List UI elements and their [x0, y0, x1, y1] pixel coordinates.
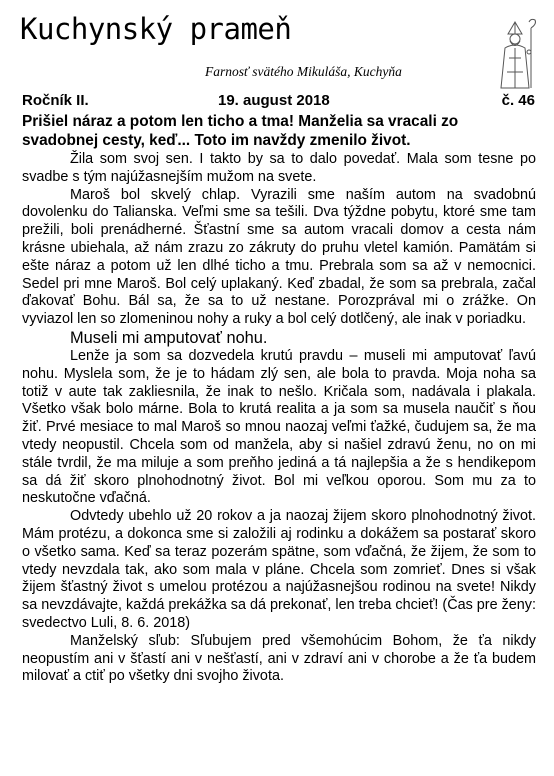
- issue-volume: Ročník II.: [22, 92, 89, 109]
- article-paragraph: Odvtedy ubehlo už 20 rokov a ja naozaj žijem skoro plnohodnotný život. Mám protézu, a dokonca sme si založili aj rodinku a dokážem sa postarať skoro o všetko sama. Keď sa teraz pozerám spätne, som vďačná, že žijem, že som to vtedy nevzdala tak, ako som mala v pláne. Chcela som zomrieť. Dnes si však žijem šťastný život s umelou protézou a najúžasnejšou rodinou na svete! Nikdy sa nevzdávajte, každá prekážka sa dá prekonať, len treba chcieť! (Čas pre ženy: svedectvo Luli, 8. 6. 2018): [22, 508, 536, 631]
- article-body: [22, 151, 536, 686]
- parish-subtitle: Farnosť svätého Mikuláša, Kuchyňa: [205, 64, 402, 79]
- article-paragraph: Lenže ja som sa dozvedela krutú pravdu – museli mi amputovať ľavú nohu. Myslela som, že je to hádam zlý sen, ale bola to pravda. Moja noha sa totiž v aute tak zakliesnila, že inak to nešlo. Kričala som, nadávala i plakala. Všetko však bolo márne. Bola to krutá realita a ja som sa musela naučiť s ňou žiť. Prvé mesiace to mal Maroš so mnou naozaj veľmi ťažké, čudujem sa, že ma vtedy neopustil. Chcela som od manžela, aby si našiel zdravú ženu, no on mi stále tvrdil, že ma miluje a som preňho jediná a tá najlepšia a že s hendikepom sa dá žiť skoro plnohodnotný život. Bol mi veľkou oporou. Som mu za to neskutočne vďačná.: [22, 347, 536, 507]
- issue-number: č. 46: [501, 92, 535, 109]
- issue-info-bar: [22, 92, 535, 114]
- article-paragraph: Žila som svoj sen. I takto by sa to dalo povedať. Mala som tesne po svadbe s tým najúžasnejším mužom na svete.: [22, 151, 536, 185]
- issue-date: 19. august 2018: [218, 92, 330, 109]
- saint-nicholas-bishop-icon: [491, 18, 539, 90]
- article-paragraph: Maroš bol skvelý chlap. Vyrazili sme naším autom na svadobnú dovolenku do Talianska. Veľmi sme sa tešili. Dva týždne pobytu, ktoré sme tam prežili, boli prenádherné. Šťastní sme sa autom vracali domov a cesta nám krásne ubiehala, až nám zrazu zo zákruty do pruhu vletel kamión. Pamätám si ešte náraz a potom už len dlhé ticho a tmu. Prebrala som sa až v nemocnici. Sedel pri mne Maroš. Bol celý uplakaný. Keď zbadal, že som sa prebrala, začal ďakovať Bohu. Bál sa, že sa to už nestane. Porozprával mi o zrážke. On vyviazol len so zlomeninou nohy a ruky a bol celý dotlčený, ale inak v poriadku.: [22, 186, 536, 328]
- newsletter-title: Kuchynský prameň: [20, 12, 292, 46]
- article-subheading: Museli mi amputovať nohu.: [70, 328, 268, 347]
- article-headline: Prišiel náraz a potom len ticho a tma! Manželia sa vracali zo svadobnej cesty, keď... Toto im navždy zmenilo život.: [22, 113, 459, 149]
- article-paragraph: Manželský sľub: Sľubujem pred všemohúcim Bohom, že ťa nikdy neopustím ani v šťastí ani v nešťastí, ani v zdraví ani v chorobe a že ťa budem milovať a ctiť po všetky dni svojho života.: [22, 632, 536, 685]
